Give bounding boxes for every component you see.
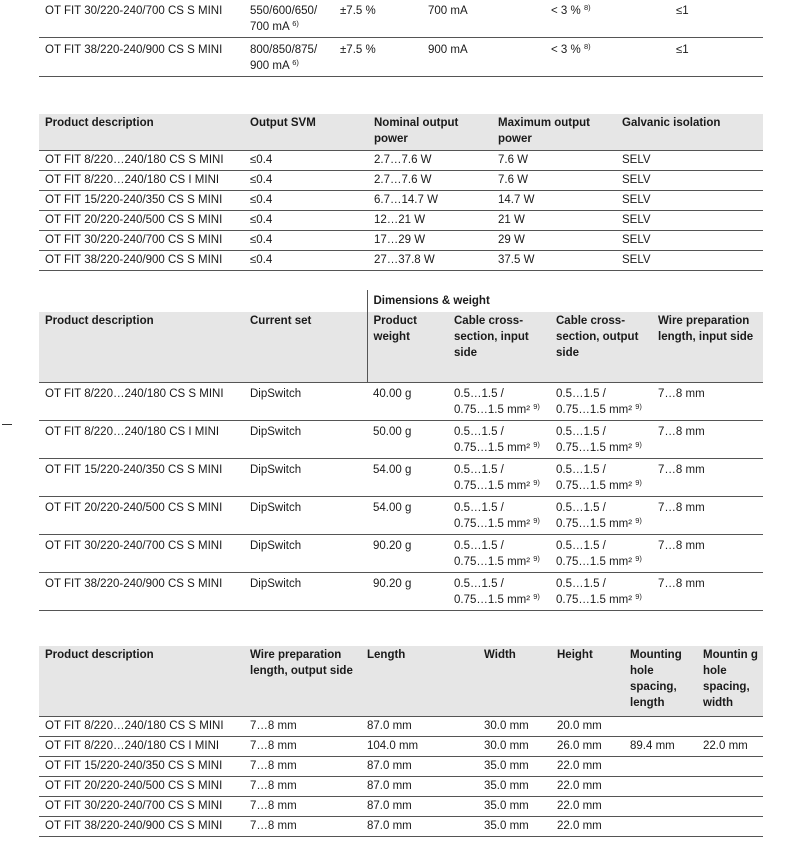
wire-prep-cell: 7…8 mm — [244, 796, 361, 816]
product-cell: OT FIT 30/220-240/700 CS S MINI — [39, 230, 244, 250]
cable-input-cell: 0.5…1.5 / 0.75…1.5 mm² $^{9)}$ — [448, 534, 550, 572]
product-cell: OT FIT 8/220…240/180 CS I MINI — [39, 736, 244, 756]
maximum-power-cell: 29 W — [492, 230, 616, 250]
width-cell: 35.0 mm — [478, 816, 551, 836]
length-cell: 87.0 mm — [361, 776, 478, 796]
nominal-power-cell: 12…21 W — [368, 210, 492, 230]
wire-prep-cell: 7…8 mm — [652, 496, 763, 534]
product-cell: OT FIT 38/220-240/900 CS S MINI — [39, 572, 244, 610]
cable-output-cell: 0.5…1.5 / 0.75…1.5 mm² $^{9)}$ — [550, 534, 652, 572]
svm-cell: ≤0.4 — [244, 210, 368, 230]
dimensions-weight-table — [39, 290, 763, 611]
length-cell: 104.0 mm — [361, 736, 478, 756]
header-cable-output: Cable cross-section, output side — [550, 312, 652, 382]
height-cell: 22.0 mm — [551, 756, 624, 776]
product-cell: OT FIT 8/220…240/180 CS S MINI — [39, 150, 244, 170]
mounting-length-cell — [624, 796, 697, 816]
weight-cell: 54.00 g — [367, 496, 448, 534]
table-row — [39, 716, 763, 736]
width-cell: 35.0 mm — [478, 796, 551, 816]
height-cell: 22.0 mm — [551, 816, 624, 836]
height-cell: 20.0 mm — [551, 716, 624, 736]
galvanic-cell: SELV — [616, 190, 763, 210]
header-wire-prep-input: Wire preparation length, input side — [652, 312, 763, 382]
maximum-power-cell: 21 W — [492, 210, 616, 230]
cable-input-cell: 0.5…1.5 / 0.75…1.5 mm² $^{9)}$ — [448, 382, 550, 420]
product-cell: OT FIT 30/220-240/700 CS S MINI — [39, 796, 244, 816]
galvanic-cell: SELV — [616, 230, 763, 250]
driver-current-table — [39, 2, 763, 77]
table-row — [39, 170, 763, 190]
wire-prep-cell: 7…8 mm — [652, 534, 763, 572]
header-nominal-output-power: Nominal output power — [368, 114, 492, 150]
galvanic-cell: SELV — [616, 150, 763, 170]
header-width: Width — [478, 646, 551, 716]
weight-cell: 90.20 g — [367, 534, 448, 572]
product-cell: OT FIT 15/220-240/350 CS S MINI — [39, 190, 244, 210]
current-set-cell: DipSwitch — [244, 496, 367, 534]
nominal-power-cell: 17…29 W — [368, 230, 492, 250]
power-table — [39, 114, 763, 271]
product-cell: OT FIT 20/220-240/500 CS S MINI — [39, 210, 244, 230]
tolerance-cell: ±7.5 % — [334, 2, 422, 38]
wire-prep-cell: 7…8 mm — [652, 420, 763, 458]
galvanic-cell: SELV — [616, 250, 763, 270]
table-row — [39, 496, 763, 534]
table-row — [39, 534, 763, 572]
cable-output-cell: 0.5…1.5 / 0.75…1.5 mm² $^{9)}$ — [550, 572, 652, 610]
nominal-power-cell: 27…37.8 W — [368, 250, 492, 270]
table-row — [39, 458, 763, 496]
table-row — [39, 736, 763, 756]
table-row — [39, 210, 763, 230]
header-height: Height — [551, 646, 624, 716]
table-row — [39, 816, 763, 836]
table-row — [39, 250, 763, 270]
table-row — [39, 190, 763, 210]
product-cell: OT FIT 38/220-240/900 CS S MINI — [39, 250, 244, 270]
current-set-cell: DipSwitch — [244, 572, 367, 610]
mounting-width-cell — [697, 796, 763, 816]
nominal-power-cell: 6.7…14.7 W — [368, 190, 492, 210]
mounting-width-cell — [697, 756, 763, 776]
width-cell: 35.0 mm — [478, 756, 551, 776]
wire-prep-cell: 7…8 mm — [652, 458, 763, 496]
header-product-description: Product description — [39, 312, 244, 382]
mounting-width-cell — [697, 816, 763, 836]
width-cell: 35.0 mm — [478, 776, 551, 796]
wire-prep-cell: 7…8 mm — [244, 736, 361, 756]
cable-output-cell: 0.5…1.5 / 0.75…1.5 mm² $^{9)}$ — [550, 420, 652, 458]
product-cell: OT FIT 38/220-240/900 CS S MINI — [39, 38, 244, 77]
maximum-power-cell: 14.7 W — [492, 190, 616, 210]
table-row — [39, 572, 763, 610]
cable-input-cell: 0.5…1.5 / 0.75…1.5 mm² $^{9)}$ — [448, 458, 550, 496]
header-product-weight: Product weight — [367, 312, 448, 382]
product-cell: OT FIT 15/220-240/350 CS S MINI — [39, 756, 244, 776]
mounting-length-cell — [624, 716, 697, 736]
margin-mark — [2, 424, 12, 425]
cable-output-cell: 0.5…1.5 / 0.75…1.5 mm² $^{9)}$ — [550, 382, 652, 420]
ratio-cell: ≤1 — [670, 38, 763, 77]
width-cell: 30.0 mm — [478, 716, 551, 736]
length-cell: 87.0 mm — [361, 756, 478, 776]
table-row — [39, 756, 763, 776]
length-cell: 87.0 mm — [361, 816, 478, 836]
width-cell: 30.0 mm — [478, 736, 551, 756]
current-options-cell: 550/600/650/ 700 mA $^{6)}$ — [244, 2, 334, 38]
table-row — [39, 796, 763, 816]
current-set-cell: DipSwitch — [244, 458, 367, 496]
product-cell: OT FIT 8/220…240/180 CS S MINI — [39, 716, 244, 736]
height-cell: 22.0 mm — [551, 796, 624, 816]
length-cell: 87.0 mm — [361, 716, 478, 736]
wire-prep-cell: 7…8 mm — [244, 716, 361, 736]
wire-prep-cell: 7…8 mm — [244, 756, 361, 776]
table-row — [39, 150, 763, 170]
weight-cell: 54.00 g — [367, 458, 448, 496]
maximum-power-cell: 37.5 W — [492, 250, 616, 270]
cable-output-cell: 0.5…1.5 / 0.75…1.5 mm² $^{9)}$ — [550, 458, 652, 496]
product-cell: OT FIT 8/220…240/180 CS S MINI — [39, 382, 244, 420]
wire-prep-cell: 7…8 mm — [652, 572, 763, 610]
current-set-cell: DipSwitch — [244, 420, 367, 458]
length-cell: 87.0 mm — [361, 796, 478, 816]
mounting-length-cell — [624, 776, 697, 796]
header-product-description: Product description — [39, 646, 244, 716]
product-cell: OT FIT 20/220-240/500 CS S MINI — [39, 776, 244, 796]
svm-cell: ≤0.4 — [244, 190, 368, 210]
height-cell: 22.0 mm — [551, 776, 624, 796]
product-cell: OT FIT 30/220-240/700 CS S MINI — [39, 2, 244, 38]
current-set-cell: DipSwitch — [244, 534, 367, 572]
header-mounting-hole-width: Mountin g hole spacing, width — [697, 646, 763, 716]
wire-prep-cell: 7…8 mm — [652, 382, 763, 420]
cable-input-cell: 0.5…1.5 / 0.75…1.5 mm² $^{9)}$ — [448, 420, 550, 458]
table-row — [39, 2, 763, 38]
header-product-description: Product description — [39, 114, 244, 150]
mounting-length-cell — [624, 756, 697, 776]
product-cell: OT FIT 15/220-240/350 CS S MINI — [39, 458, 244, 496]
svm-cell: ≤0.4 — [244, 170, 368, 190]
header-cable-input: Cable cross-section, input side — [448, 312, 550, 382]
svm-cell: ≤0.4 — [244, 150, 368, 170]
cable-output-cell: 0.5…1.5 / 0.75…1.5 mm² $^{9)}$ — [550, 496, 652, 534]
thd-cell: < 3 % $^{8)}$ — [545, 38, 670, 77]
mounting-length-cell — [624, 816, 697, 836]
table-row — [39, 776, 763, 796]
product-cell: OT FIT 30/220-240/700 CS S MINI — [39, 534, 244, 572]
mounting-width-cell — [697, 716, 763, 736]
galvanic-cell: SELV — [616, 210, 763, 230]
current-cell: 900 mA — [422, 38, 545, 77]
table-row — [39, 420, 763, 458]
cable-input-cell: 0.5…1.5 / 0.75…1.5 mm² $^{9)}$ — [448, 496, 550, 534]
height-cell: 26.0 mm — [551, 736, 624, 756]
maximum-power-cell: 7.6 W — [492, 150, 616, 170]
header-wire-prep-output: Wire preparation length, output side — [244, 646, 361, 716]
mounting-length-cell: 89.4 mm — [624, 736, 697, 756]
product-cell: OT FIT 8/220…240/180 CS I MINI — [39, 170, 244, 190]
cable-input-cell: 0.5…1.5 / 0.75…1.5 mm² $^{9)}$ — [448, 572, 550, 610]
current-options-cell: 800/850/875/ 900 mA $^{6)}$ — [244, 38, 334, 77]
maximum-power-cell: 7.6 W — [492, 170, 616, 190]
mounting-width-cell — [697, 776, 763, 796]
product-cell: OT FIT 38/220-240/900 CS S MINI — [39, 816, 244, 836]
group-header-dimensions-weight: Dimensions & weight — [367, 290, 763, 312]
header-length: Length — [361, 646, 478, 716]
weight-cell: 90.20 g — [367, 572, 448, 610]
table-row — [39, 230, 763, 250]
header-mounting-hole-length: Mounting hole spacing, length — [624, 646, 697, 716]
svm-cell: ≤0.4 — [244, 230, 368, 250]
thd-cell: < 3 % $^{8)}$ — [545, 2, 670, 38]
ratio-cell: ≤1 — [670, 2, 763, 38]
table-row — [39, 38, 763, 77]
product-cell: OT FIT 8/220…240/180 CS I MINI — [39, 420, 244, 458]
header-maximum-output-power: Maximum output power — [492, 114, 616, 150]
table-row — [39, 382, 763, 420]
mechanical-dimensions-table — [39, 646, 763, 837]
galvanic-cell: SELV — [616, 170, 763, 190]
mounting-width-cell: 22.0 mm — [697, 736, 763, 756]
weight-cell: 40.00 g — [367, 382, 448, 420]
product-cell: OT FIT 20/220-240/500 CS S MINI — [39, 496, 244, 534]
wire-prep-cell: 7…8 mm — [244, 816, 361, 836]
svm-cell: ≤0.4 — [244, 250, 368, 270]
weight-cell: 50.00 g — [367, 420, 448, 458]
header-current-set: Current set — [244, 312, 367, 382]
nominal-power-cell: 2.7…7.6 W — [368, 170, 492, 190]
header-output-svm: Output SVM — [244, 114, 368, 150]
wire-prep-cell: 7…8 mm — [244, 776, 361, 796]
header-galvanic-isolation: Galvanic isolation — [616, 114, 763, 150]
nominal-power-cell: 2.7…7.6 W — [368, 150, 492, 170]
current-set-cell: DipSwitch — [244, 382, 367, 420]
current-cell: 700 mA — [422, 2, 545, 38]
tolerance-cell: ±7.5 % — [334, 38, 422, 77]
